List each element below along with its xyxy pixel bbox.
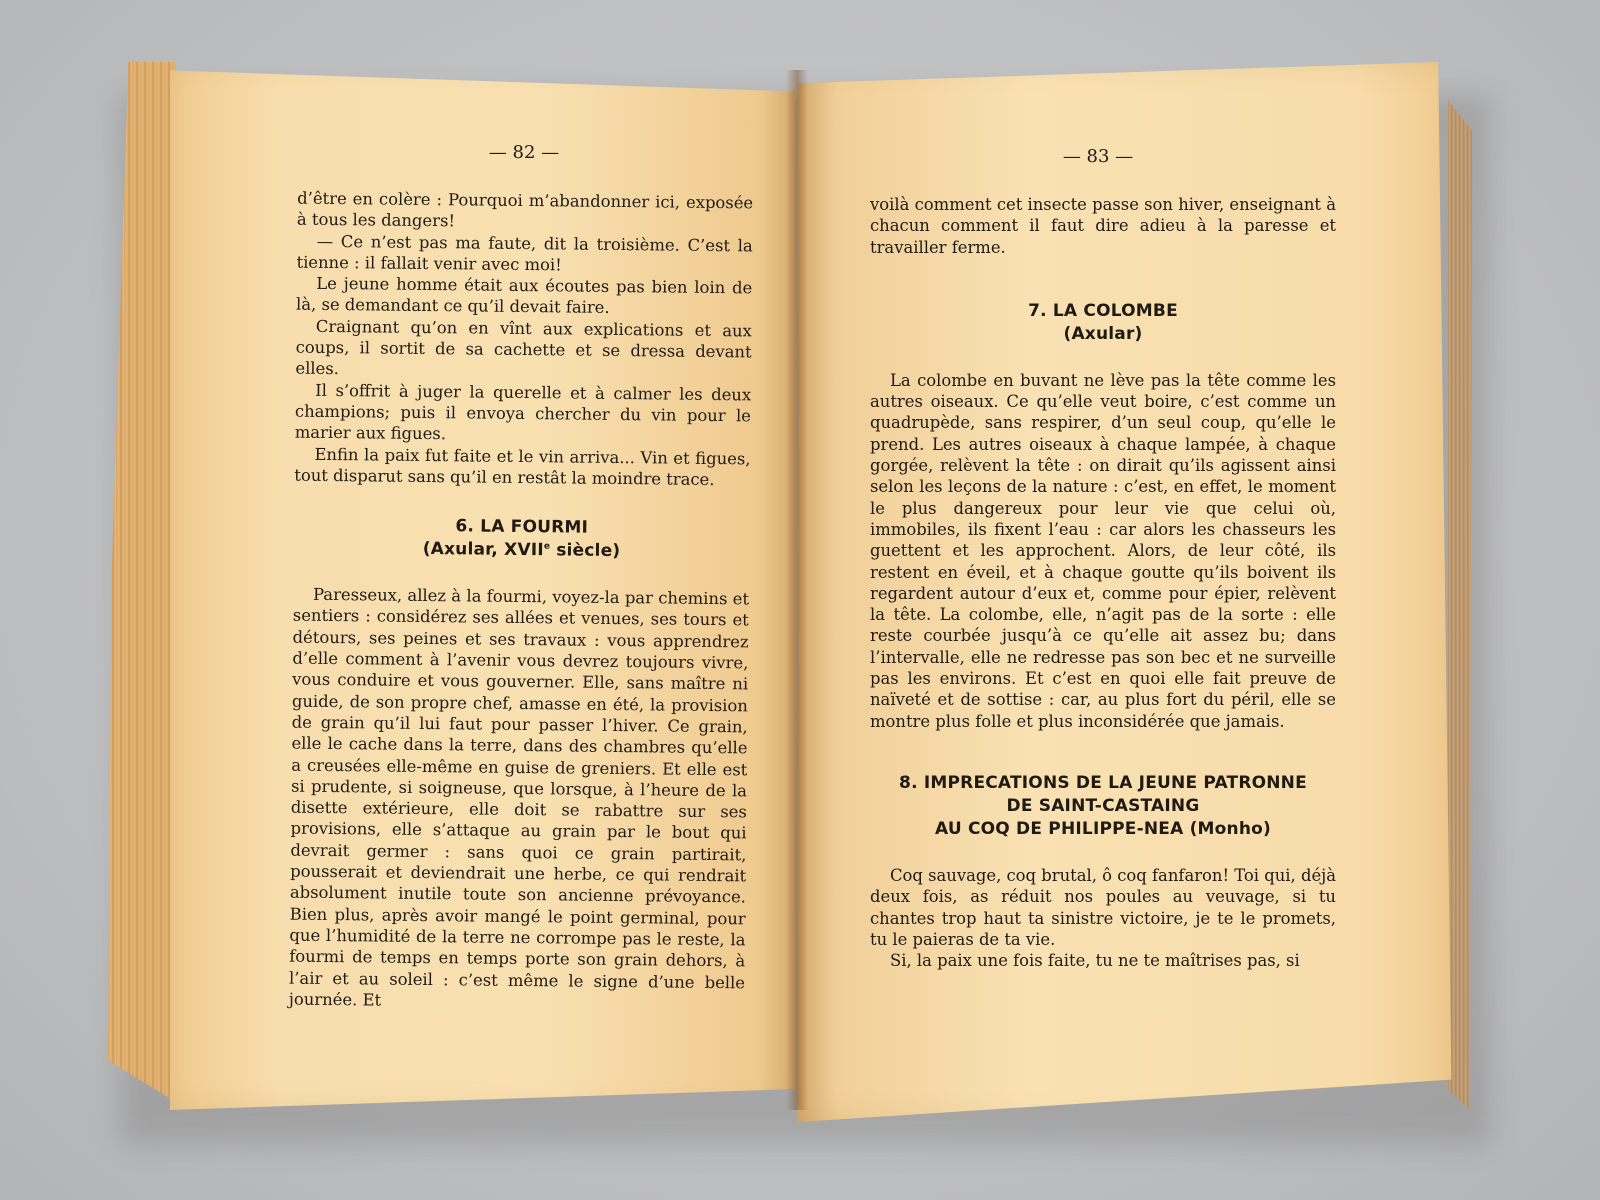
- section-subtitle: [293, 537, 749, 565]
- section-title: AU COQ DE PHILIPPE-NEA (Monho): [935, 818, 1271, 839]
- paragraph: d’être en colère : Pourquoi m’abandonner ici, exposée à tous les dangers!: [296, 188, 754, 231]
- paragraph: voilà comment cet insecte passe son hiver, enseignant à chacun comment il faut dire adieu à la paresse et travailler ferme.: [870, 195, 1336, 257]
- section-heading-6: [293, 514, 749, 565]
- superscript: e: [543, 541, 551, 552]
- subtitle-text: siècle): [550, 540, 621, 562]
- paragraph: Le jeune homme était aux écoutes pas bien loin de là, se demandant ce qu’il devait faire.: [295, 274, 753, 318]
- section-heading-7: [870, 300, 1336, 346]
- paragraph: Coq sauvage, coq brutal, ô coq fanfaron! Toi qui, déjà deux fois, as réduit nos poules au veuvage, si tu chantes trop haut ta sinistre victoire, je te le promets, tu le paieras de ta vie.: [870, 865, 1337, 949]
- page-number-right: — 83 —: [1062, 146, 1134, 167]
- paragraph: — Ce n’est pas ma faute, dit la troisième. C’est la tienne : il fallait venir avec moi!: [296, 231, 753, 275]
- right-page-text: [870, 194, 1336, 971]
- paragraph: La colombe en buvant ne lève pas la tête comme les autres oiseaux. Ce qu’elle veut boire, c’est comme un quadrupède, sans respirer, d’un seul coup, qu’elle le prend. Les autres oiseaux à chaque lampée, à chaque gorgée, relèvent la tête : on dirait qu’ils agissent ainsi selon les leçons de la nature : c’est, en effet, le moment le plus dangereux pour leur vie que celui où, immobiles, ils fixent l’eau : car alors les chasseurs les guettent et les approchent. Alors, de leur côté, ils restent en éveil, et à chaque goutte qu’ils boivent ils regardent autour d’eux et, comme pour épier, relèvent la tête. La colombe, elle, n’agit pas de la sorte : elle reste courbée jusqu’à ce qu’elle ait assez bu; dans l’intervalle, elle ne redresse pas son bec et ne surveille pas les environs. Et c’est en quoi elle fait preuve de naïveté et de sottise : car, au plus fort du péril, elle se montre plus folle et plus inconsidérée que jamais.: [870, 370, 1336, 731]
- paragraph: Enfin la paix fut faite et le vin arriva... Vin et figues, tout disparut sans qu’il en restât la moindre trace.: [294, 444, 751, 489]
- paragraph: Il s’offrit à juger la querelle et à calmer les deux champions; puis il envoya chercher du vin pour le marier aux figues.: [294, 380, 752, 444]
- page-edges-left: [108, 62, 176, 1102]
- section-subtitle: (Axular): [1063, 323, 1143, 344]
- paragraph: Craignant qu’on en vînt aux explications et aux coups, il sortit de sa cachette et se dressa devant elles.: [295, 316, 752, 379]
- page-number-left: — 82 —: [488, 142, 560, 163]
- section-heading-8: [870, 772, 1336, 841]
- book-gutter: [786, 70, 808, 1110]
- page-edges-right: [1448, 100, 1472, 1110]
- paragraph: Si, la paix une fois faite, tu ne te maîtrises pas, si: [890, 951, 1300, 971]
- left-page-text: [289, 188, 754, 1015]
- section-title: 8. IMPRECATIONS DE LA JEUNE PATRONNE: [899, 772, 1307, 793]
- subtitle-text: (Axular, XVII: [422, 539, 544, 561]
- section-title: DE SAINT-CASTAING: [1006, 795, 1200, 816]
- paragraph: Paresseux, allez à la fourmi, voyez-la par chemins et sentiers : considérez ses allées et venues, ses tours et détours, ses peines et ses travaux : vous apprendrez d’elle comment à l’avenir vous devrez toujours vivre, vous conduire et vous gouverner. Elle, sans maître ni guide, de son propre chef, amasse en été, la provision de grain qu’il lui faut pour passer l’hiver. Ce grain, elle le cache dans la terre, dans des chambres qu’elle a creusées elle-même en guise de greniers. Et elle est si prudente, si soigneuse, que lorsque, à l’heure de la disette extérieure, elle doit se rabattre sur ses provisions, elle s’attaque au grain par le bout qui devrait germer : sans quoi ce grain partirait, pousserait et deviendrait une herbe, ce qui rendrait absolument inutile toute son ancienne prévoyance. Bien plus, après avoir mangé le point germinal, pour que l’humidité de la terre ne corrompe pas le reste, la fourmi de temps en temps porte son grain dehors, à l’air et au soleil : c’est même le signe d’une belle journée. Et: [288, 584, 750, 1010]
- section-title: 7. LA COLOMBE: [1028, 300, 1178, 321]
- section-title: 6. LA FOURMI: [455, 516, 589, 538]
